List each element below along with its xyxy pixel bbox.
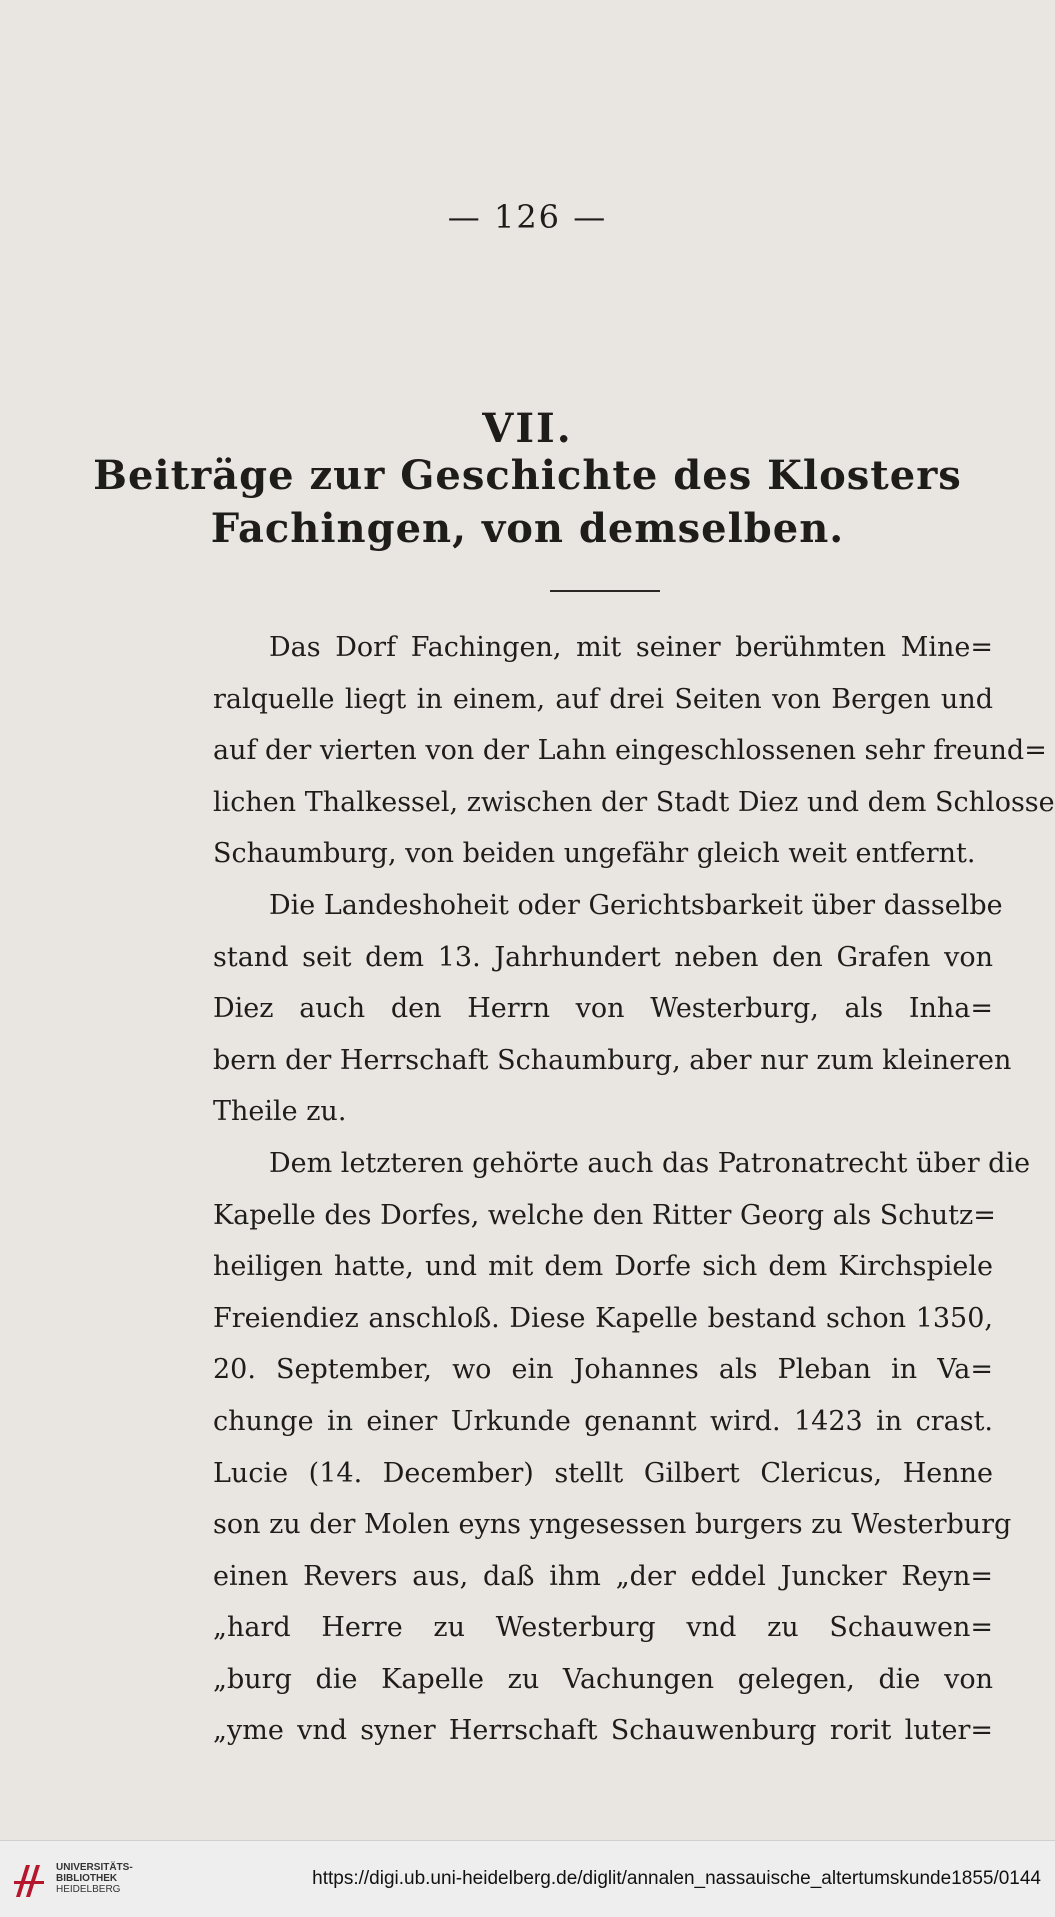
permalink-url[interactable]: https://digi.ub.uni-heidelberg.de/diglit/annalen_nassauische_altertumskunde1855/0144: [312, 1868, 1041, 1889]
page-number: — 126 —: [447, 198, 608, 236]
text-line: „yme vnd syner Herrschaft Schauwenburg rorit luter=: [213, 1715, 993, 1747]
text-line: Das Dorf Fachingen, mit seiner berühmten Mine=: [269, 632, 993, 663]
text-line: auf der vierten von der Lahn eingeschlossenen sehr freund=: [213, 735, 1047, 767]
text-line: Freiendiez anschloß. Diese Kapelle bestand schon 1350,: [213, 1302, 993, 1334]
paragraph-2: [213, 880, 1012, 1138]
logo-line-3: HEIDELBERG: [56, 1884, 121, 1895]
text-line: heiligen hatte, und mit dem Dorfe sich dem Kirchspiele: [213, 1251, 993, 1283]
text-line: son zu der Molen eyns yngesessen burgers zu Westerburg: [213, 1509, 1012, 1541]
paragraph-3: [213, 1138, 1031, 1757]
text-line: stand seit dem 13. Jahrhundert neben den Grafen von: [213, 941, 993, 973]
viewer-footer: [0, 1840, 1055, 1917]
text-line: 20. September, wo ein Johannes als Pleban in Va=: [213, 1354, 993, 1386]
title-divider: [550, 590, 660, 592]
logo-line-2: BIBLIOTHEK: [56, 1873, 118, 1884]
chapter-title-line-2: Fachingen, von demselben.: [210, 505, 845, 552]
chapter-number: VII.: [482, 405, 573, 452]
text-line: bern der Herrschaft Schaumburg, aber nur zum kleineren: [213, 1044, 1012, 1076]
text-line: lichen Thalkessel, zwischen der Stadt Diez und dem Schlosse: [213, 786, 1055, 818]
text-line: ralquelle liegt in einem, auf drei Seiten von Bergen und: [213, 683, 993, 715]
body-text: [213, 622, 1055, 1757]
chapter-title-line-1: Beiträge zur Geschichte des Klosters: [93, 452, 962, 499]
text-line: Kapelle des Dorfes, welche den Ritter Georg als Schutz=: [213, 1199, 996, 1231]
text-line: einen Revers aus, daß ihm „der eddel Juncker Reyn=: [213, 1560, 993, 1592]
text-line: Die Landeshoheit oder Gerichtsbarkeit über dasselbe: [269, 889, 1003, 921]
text-line: Dem letzteren gehörte auch das Patronatrecht über die: [269, 1147, 1031, 1179]
text-line: Schaumburg, von beiden ungefähr gleich weit entfernt.: [213, 838, 976, 870]
text-line: „hard Herre zu Westerburg vnd zu Schauwen=: [213, 1612, 993, 1644]
logo-line-1: UNIVERSITÄTS-: [56, 1862, 133, 1873]
text-line: chunge in einer Urkunde genannt wird. 1423 in crast.: [213, 1405, 993, 1437]
library-logo-text: [56, 1862, 133, 1895]
text-line: „burg die Kapelle zu Vachungen gelegen, die von: [213, 1663, 993, 1695]
text-line: Theile zu.: [213, 1096, 347, 1128]
library-logo-icon: [12, 1861, 46, 1901]
text-line: Lucie (14. December) stellt Gilbert Clericus, Henne: [213, 1457, 993, 1489]
text-line: Diez auch den Herrn von Westerburg, als Inha=: [213, 993, 993, 1025]
paragraph-1: [213, 622, 1055, 880]
